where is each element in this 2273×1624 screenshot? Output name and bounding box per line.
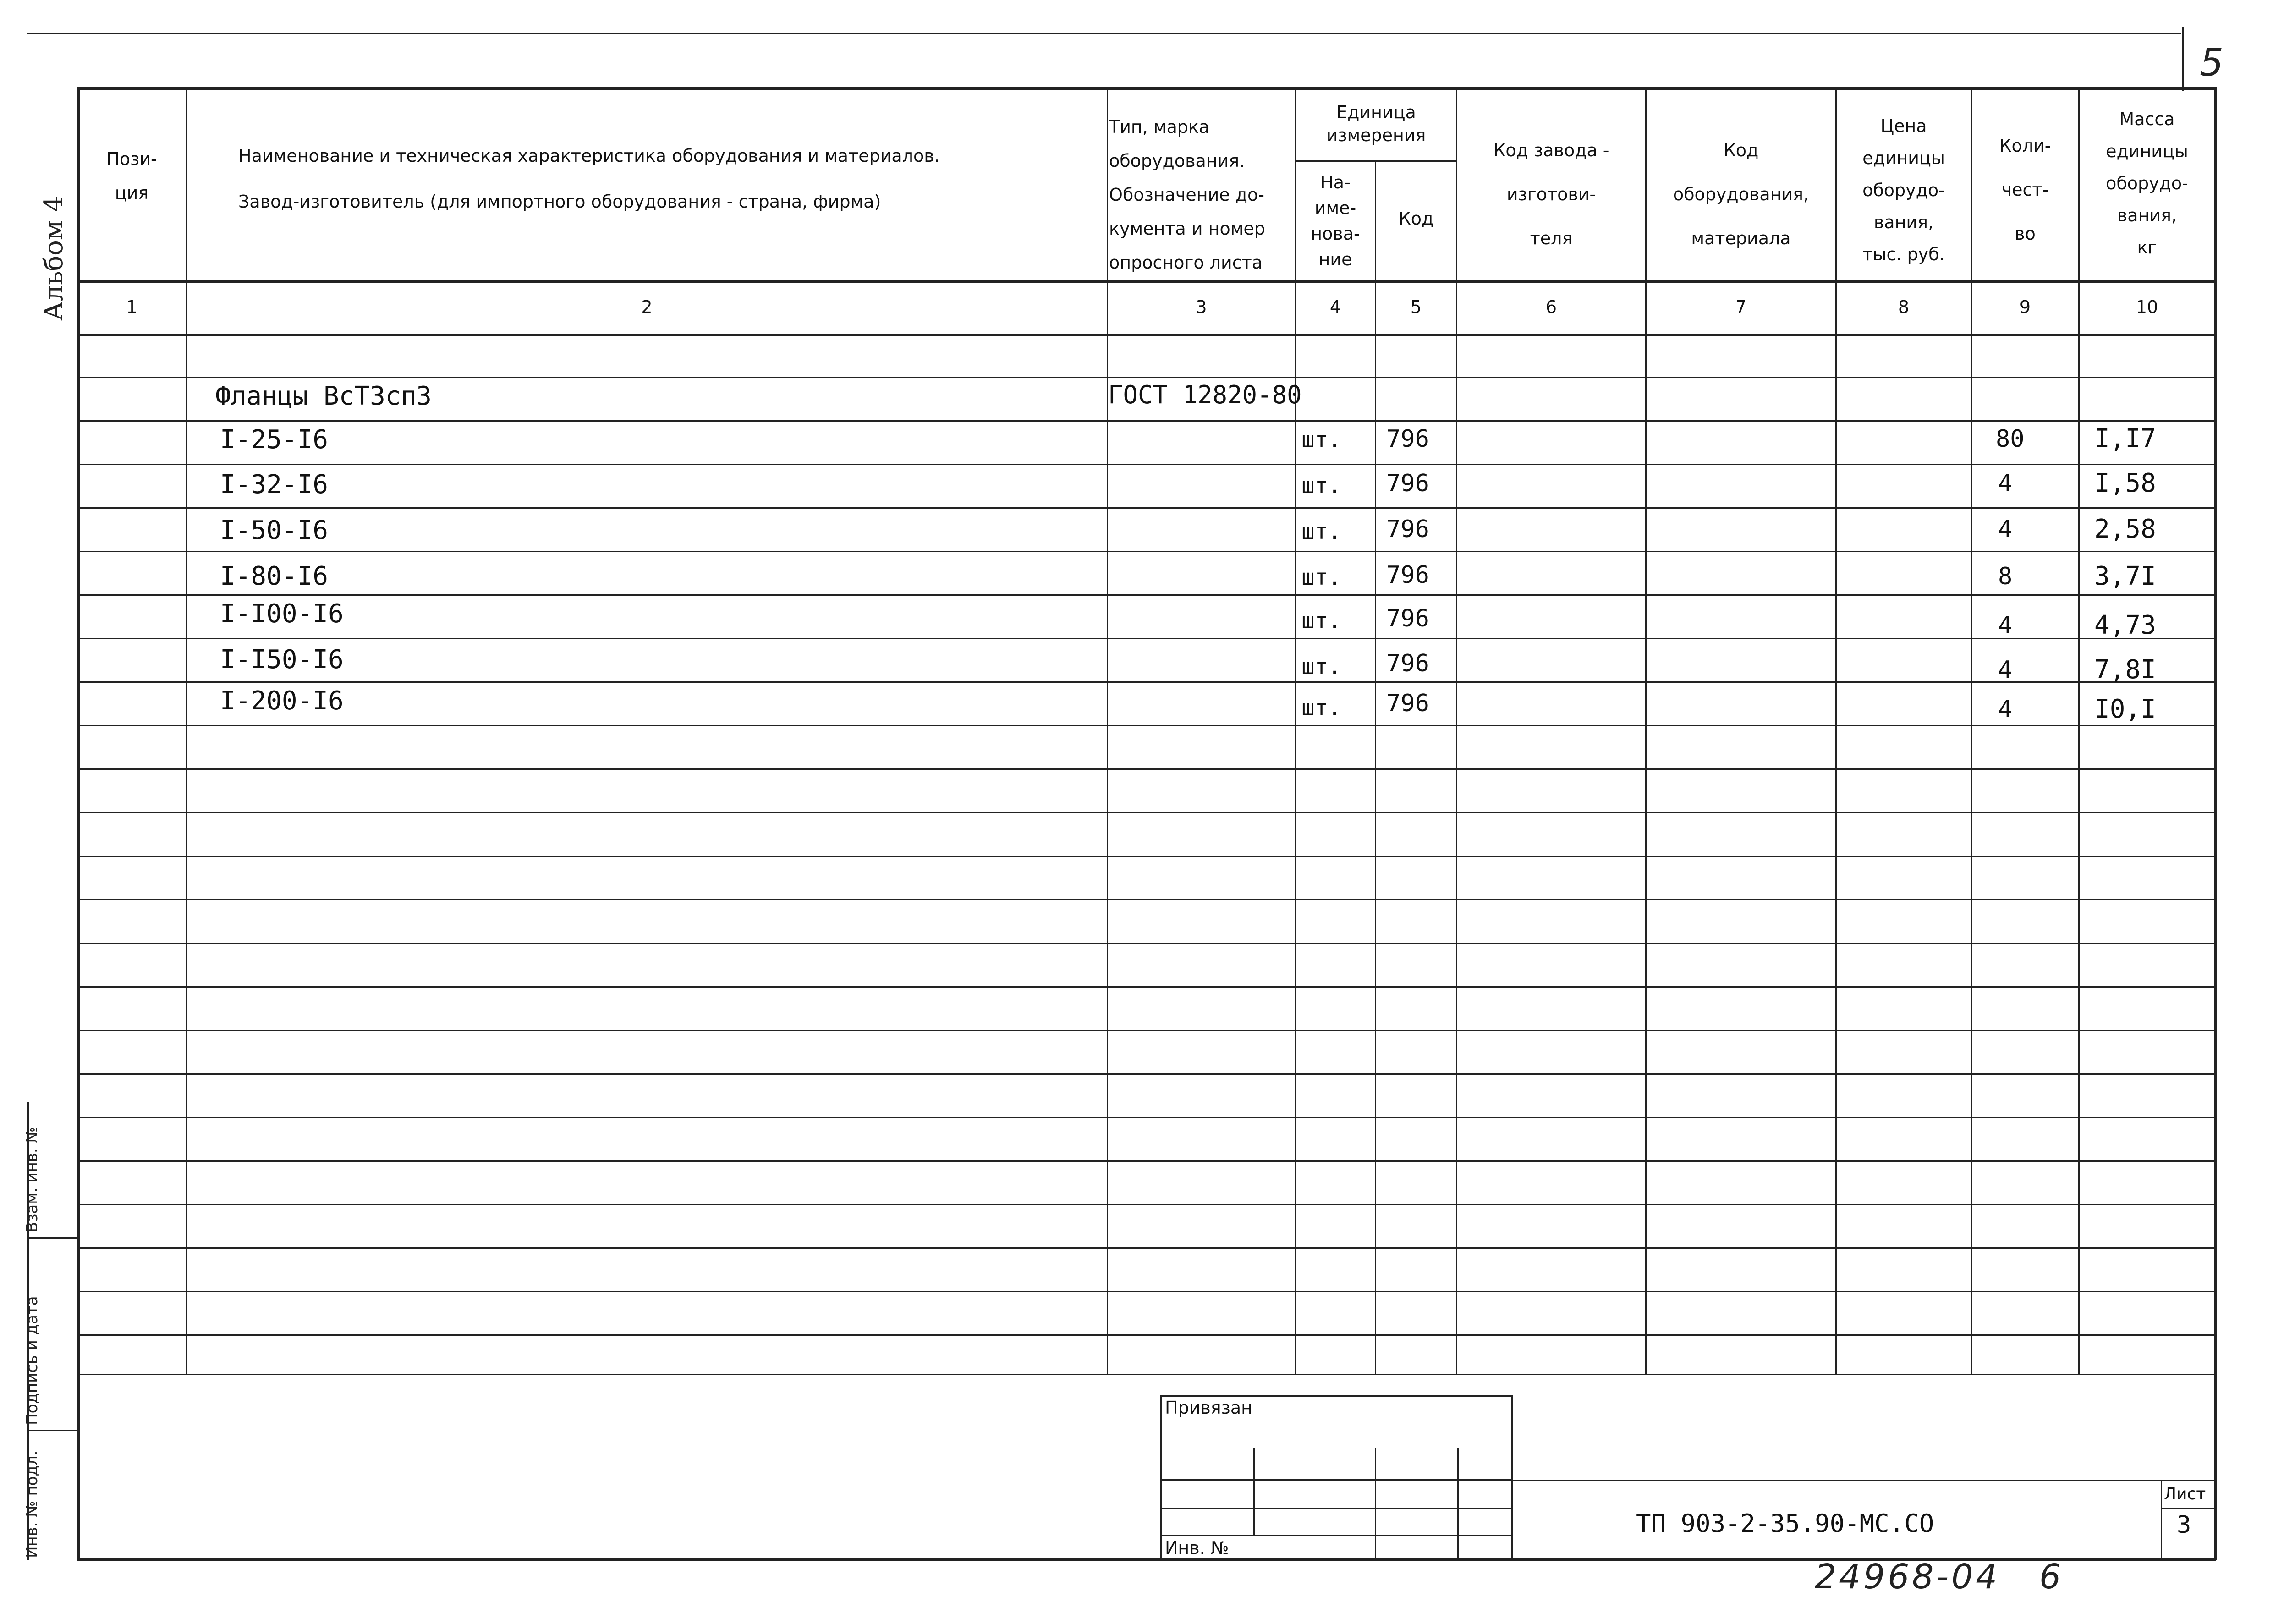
- row-qty: 4: [1998, 656, 2013, 684]
- row-line: [77, 768, 2216, 770]
- row-qty: 4: [1998, 696, 2013, 723]
- header-unit-group: Единица измерения: [1326, 102, 1426, 145]
- col-divider-2: [1107, 87, 1108, 1375]
- side-stamp-inv-orig: Инв. № подл.: [23, 1450, 41, 1558]
- row-name: I-32-I6: [220, 470, 329, 499]
- row-unit: шт.: [1301, 695, 1341, 721]
- row-qty: 4: [1998, 470, 2013, 497]
- col-divider-9: [2078, 87, 2080, 1375]
- colnum-1: 1: [126, 297, 137, 317]
- header-unit-name: На- име- нова- ние: [1311, 172, 1360, 269]
- row-line: [77, 1073, 2216, 1075]
- col-divider-8: [1971, 87, 1972, 1375]
- top-border-line: [27, 33, 2181, 34]
- row-line: [77, 681, 2216, 683]
- row-mass: 3,7I: [2094, 561, 2156, 591]
- row-line: [77, 899, 2216, 900]
- row-qty: 4: [1998, 612, 2013, 639]
- row-line: [77, 464, 2216, 465]
- row-name: I-200-I6: [220, 686, 344, 716]
- stamp-col-line: [1253, 1448, 1255, 1535]
- header-name: Наименование и техническая характеристика оборудования и материалов. Завод-изготовитель (для импортного оборудования - страна, фирма): [238, 146, 940, 212]
- row-line: [77, 420, 2216, 422]
- row-line: [77, 1117, 2216, 1118]
- row-name: I-50-I6: [220, 516, 329, 545]
- header-factory-code: Код завода - изготови- теля: [1493, 140, 1609, 248]
- stamp-sheet-line: [2161, 1508, 2214, 1509]
- stamp-sheet-number: 3: [2177, 1511, 2191, 1539]
- row-name: I-I00-I6: [220, 599, 344, 629]
- row-line: [77, 377, 2216, 378]
- row-qty: 80: [1996, 425, 2025, 453]
- row-code: 796: [1386, 650, 1429, 677]
- stamp-right-line: [1513, 1480, 2214, 1481]
- colnum-2: 2: [641, 297, 653, 317]
- row-name: I-25-I6: [220, 425, 329, 455]
- stamp-sheet-divider: [2161, 1480, 2162, 1558]
- row-line: [77, 594, 2216, 596]
- corner-divider: [2182, 27, 2184, 91]
- header-position: Пози- ция: [106, 149, 157, 203]
- row-code: 796: [1386, 516, 1429, 543]
- row-line: [77, 986, 2216, 988]
- row-line: [77, 943, 2216, 944]
- stamp-row-line: [1160, 1479, 1513, 1481]
- colnum-8: 8: [1898, 297, 1910, 317]
- row-code: 796: [1386, 470, 1429, 497]
- colnums-bottom: [77, 334, 2216, 336]
- row-unit: шт.: [1301, 608, 1341, 634]
- stamp-row-line: [1160, 1535, 1513, 1536]
- header-bottom: [77, 280, 2216, 283]
- col-divider-4: [1375, 160, 1376, 1375]
- stamp-sheet-label: Лист: [2164, 1485, 2206, 1503]
- group-standard: ГОСТ 12820-80: [1108, 380, 1302, 409]
- row-mass: 2,58: [2094, 514, 2156, 544]
- row-unit: шт.: [1301, 654, 1341, 680]
- document-code: ТП 903-2-35.90-МС.СО: [1636, 1509, 1934, 1538]
- header-price: Цена единицы оборудо- вания, тыс. руб.: [1862, 116, 1945, 264]
- row-mass: I,I7: [2094, 424, 2156, 454]
- row-line: [77, 725, 2216, 726]
- sheet-corner-number: 5: [2200, 41, 2224, 85]
- colnum-7: 7: [1735, 297, 1747, 317]
- colnum-6: 6: [1545, 297, 1557, 317]
- side-stamp-div1: [27, 1237, 78, 1239]
- row-line: [77, 1160, 2216, 1162]
- stamp-col-line: [1457, 1448, 1459, 1558]
- colnum-10: 10: [2136, 297, 2158, 317]
- row-unit: шт.: [1301, 565, 1341, 590]
- row-line: [77, 1247, 2216, 1249]
- row-code: 796: [1386, 690, 1429, 717]
- row-mass: I,58: [2094, 468, 2156, 498]
- colnum-9: 9: [2019, 297, 2031, 317]
- row-line: [77, 551, 2216, 552]
- row-line: [77, 1204, 2216, 1205]
- colnum-3: 3: [1196, 297, 1207, 317]
- stamp-bound-label: Привязан: [1165, 1398, 1252, 1418]
- colnum-5: 5: [1410, 297, 1422, 317]
- stamp-bound-box: [1160, 1395, 1513, 1558]
- frame-top: [77, 87, 2216, 90]
- side-stamp-signature: Подпись и дата: [23, 1296, 41, 1425]
- row-qty: 4: [1998, 516, 2013, 543]
- row-unit: шт.: [1301, 519, 1341, 544]
- header-type: Тип, марка оборудования. Обозначение до- кумента и номер опросного листа: [1109, 117, 1265, 273]
- row-code: 796: [1386, 605, 1429, 632]
- row-mass: 4,73: [2094, 610, 2156, 640]
- row-line: [77, 638, 2216, 639]
- side-stamp-replace-inv: Взам. инв. №: [23, 1127, 41, 1233]
- col-divider-1: [186, 87, 187, 1375]
- col-divider-6: [1645, 87, 1647, 1375]
- row-line: [77, 1030, 2216, 1031]
- header-quantity: Коли- чест- во: [1999, 136, 2051, 244]
- header-unit-code: Код: [1398, 208, 1434, 229]
- row-line: [77, 1291, 2216, 1292]
- table-bottom: [77, 1374, 2216, 1375]
- row-mass: I0,I: [2094, 694, 2156, 724]
- album-label: Альбом 4: [39, 196, 69, 321]
- group-title: Фланцы ВсТ3сп3: [215, 381, 432, 411]
- col-divider-5: [1456, 87, 1457, 1375]
- colnum-4: 4: [1329, 297, 1341, 317]
- stamp-inv-label: Инв. №: [1165, 1538, 1229, 1558]
- row-mass: 7,8I: [2094, 655, 2156, 685]
- archive-page: 6: [2039, 1557, 2061, 1597]
- row-name: I-I50-I6: [220, 645, 344, 675]
- header-material-code: Код оборудования, материала: [1673, 140, 1809, 248]
- row-qty: 8: [1998, 563, 2013, 590]
- row-unit: шт.: [1301, 473, 1341, 499]
- stamp-col-line: [1375, 1448, 1376, 1558]
- row-line: [77, 1334, 2216, 1336]
- archive-number: 24968-04: [1815, 1557, 2000, 1597]
- row-code: 796: [1386, 561, 1429, 589]
- row-line: [77, 856, 2216, 857]
- row-code: 796: [1386, 425, 1429, 453]
- header-mass: Масса единицы оборудо- вания, кг: [2106, 109, 2188, 258]
- col-divider-3: [1295, 87, 1296, 1375]
- col-divider-7: [1835, 87, 1837, 1375]
- row-unit: шт.: [1301, 427, 1341, 453]
- row-line: [77, 507, 2216, 509]
- row-name: I-80-I6: [220, 561, 329, 591]
- stamp-row-line: [1160, 1508, 1513, 1509]
- row-line: [77, 812, 2216, 813]
- frame-right: [2214, 87, 2217, 1560]
- side-stamp-div2: [27, 1430, 78, 1431]
